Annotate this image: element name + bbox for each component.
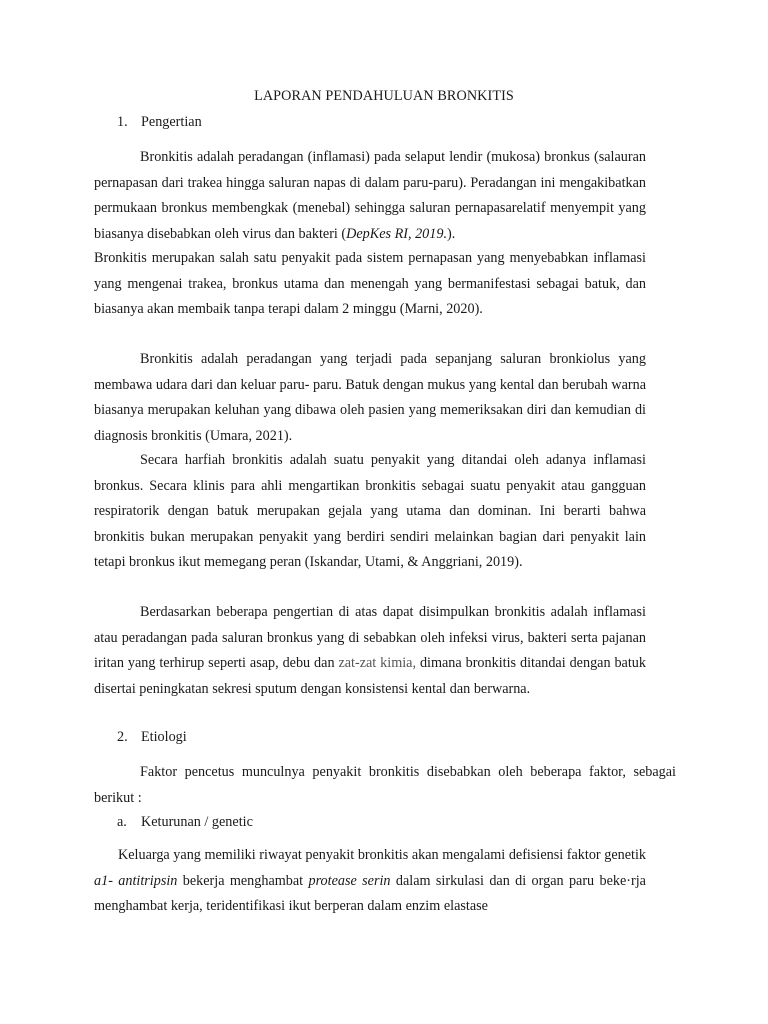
paragraph-definition-3: Bronkitis adalah peradangan yang terjadi pada sepanjang saluran bronkiolus yang membawa udara dari dan keluar paru- paru. Batuk dengan mukus yang kental dan berubah warna biasanya merupakan keluhan yang dibawa oleh pasien yang memeriksakan diri dan kemudian di diagnosis bronkitis (Umara, 2021).	[94, 351, 646, 444]
highlighted-text: zat-zat kimia,	[338, 655, 417, 671]
section-label: Pengertian	[141, 114, 202, 130]
paragraph-definition-4: Secara harfiah bronkitis adalah suatu penyakit yang ditandai oleh adanya inflamasi bronkus. Secara klinis para ahli mengartikan bronkitis sebagai suatu penyakit atau gangguan respiratorik dengan batuk merupakan gejala yang utama dan dominan. Ini berarti bahwa bronkitis bukan merupakan penyakit yang berdiri sendiri melainkan bagian dari penyakit lain tetapi bronkus ikut memegang peran (Iskandar, Utami, & Anggriani, 2019).	[94, 452, 646, 570]
document-title: LAPORAN PENDAHULUAN BRONKITIS	[254, 88, 514, 104]
section-number: 1.	[117, 114, 128, 130]
citation: DepKes RI, 2019.	[346, 225, 448, 242]
paragraph-definition-1: Bronkitis adalah peradangan (inflamasi) pada selaput lendir (mukosa) bronkus (salauran pernapasan dari trakea hingga saluran napas di dalam paru-paru). Peradangan ini mengakibatkan permukaan bronkus membengkak (menebal) sehingga saluran pernapasarelatif menyempit yang biasanya disebabkan oleh virus dan bakteri (DepKes RI, 2019.).	[94, 149, 646, 242]
subsection-letter: a.	[117, 814, 127, 830]
subsection-label: Keturunan / genetic	[141, 814, 253, 830]
section-label: Etiologi	[141, 729, 187, 745]
paragraph-definition-2: Bronkitis merupakan salah satu penyakit pada sistem pernapasan yang menyebabkan inflamasi yang mengenai trakea, bronkus utama dan menengah yang bermanifestasi sebagai batuk, dan biasanya akan membaik tanpa terapi dalam 2 minggu (Marni, 2020).	[94, 250, 646, 317]
paragraph-conclusion: Berdasarkan beberapa pengertian di atas dapat disimpulkan bronkitis adalah inflamasi atau peradangan pada saluran bronkus yang di sebabkan oleh infeksi virus, bakteri serta pajanan iritan yang terhirup seperti asap, debu dan zat-zat kimia, dimana bronkitis ditandai dengan batuk disertai peningkatan sekresi sputum dengan konsistensi kental dan berwarna.	[94, 604, 646, 697]
paragraph-genetic: Keluarga yang memiliki riwayat penyakit bronkitis akan mengalami defisiensi faktor genetik a1- antitripsin bekerja menghambat protease serin dalam sirkulasi dan di organ paru beke·rja menghambat kerja, teridentifikasi ikut berperan dalam enzim elastase	[94, 847, 646, 914]
section-number: 2.	[117, 729, 128, 745]
italic-term: a1- antitripsin	[94, 872, 178, 889]
paragraph-etiologi-intro: Faktor pencetus munculnya penyakit bronkitis disebabkan oleh beberapa faktor, sebagai berikut :	[94, 764, 676, 806]
italic-term: protease serin	[308, 872, 391, 889]
